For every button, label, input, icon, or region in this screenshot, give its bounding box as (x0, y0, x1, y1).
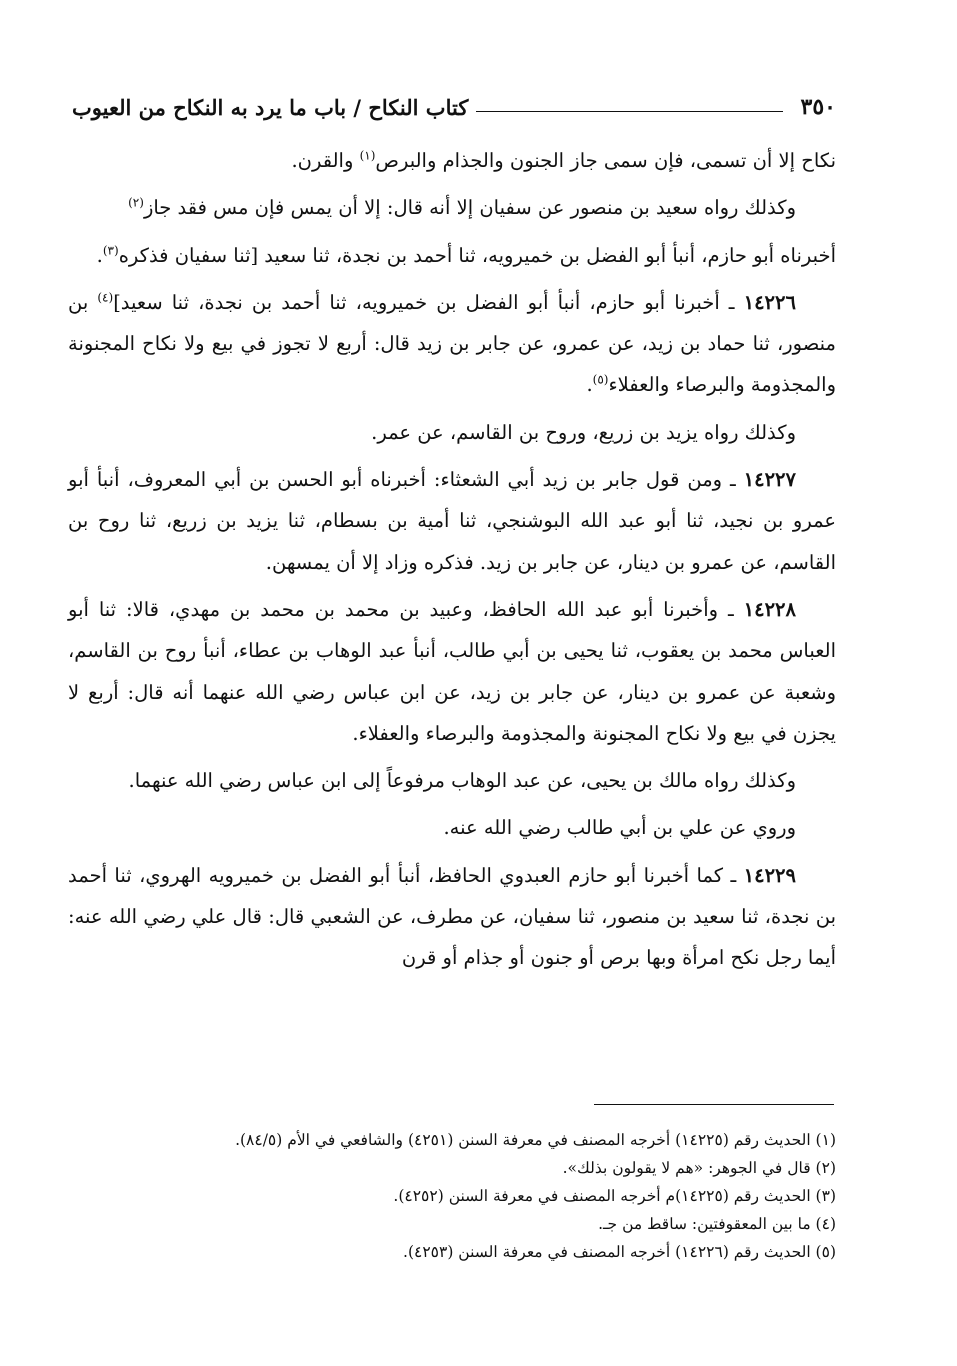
paragraph-9 (68, 807, 836, 848)
footnote-3: (٣) الحديث رقم (١٤٢٢٥)م أخرجه المصنف في معرفة السنن (٤٢٥٢). (393, 1187, 836, 1205)
footnote-separator (594, 1104, 834, 1105)
paragraph-text: بن منصور، ثنا حماد بن زيد، عن عمرو، عن جابر بن زيد قال: أربع لا تجوز في بيع ولا نكاح المجنونة والمجذومة والبرصاء والعفلاء (68, 290, 836, 397)
paragraph-text: نكاح إلا أن تسمى، فإن سمى جاز الجنون والجذام والبرص (375, 149, 836, 172)
footnotes (110, 1126, 836, 1266)
running-header (72, 84, 836, 120)
hadith-14227 (68, 459, 836, 583)
footnote-ref: (٢) (128, 195, 144, 210)
paragraph-text: وكذلك رواه مالك بن يحيى، عن عبد الوهاب مرفوعاً إلى ابن عباس رضي الله عنهما. (128, 769, 796, 793)
hadith-number: ١٤٢٢٨ (743, 597, 796, 621)
footnote-ref: (١) (359, 148, 376, 163)
paragraph-3 (68, 235, 836, 276)
hadith-number: ١٤٢٢٧ (743, 468, 796, 492)
footnote-5: (٥) الحديث رقم (١٤٢٢٦) أخرجه المصنف في معرفة السنن (٤٢٥٣). (403, 1243, 836, 1261)
paragraph-5 (68, 412, 836, 453)
footnote-4: (٤) ما بين المعقوفتين: ساقط من جـ. (598, 1215, 836, 1233)
paragraph-text: ـ أخبرنا أبو حازم، أنبأ أبو الفضل بن خميرويه، ثنا أحمد بن نجدة، ثنا سعيد] (113, 290, 744, 314)
paragraph-text: والقرن. (291, 149, 360, 172)
hadith-14228 (68, 589, 836, 754)
paragraph-text: . (586, 373, 593, 397)
paragraph-text: ـ كما أخبرنا أبو حازم العبدوي الحافظ، أنبأ أبو الفضل بن خميرويه الهروي، ثنا أحمد بن نجدة، ثنا سعيد بن منصور، ثنا سفيان، عن مطرف، عن الشعبي قال: قال علي رضي الله عنه: أيما رجل نكح امرأة وبها برص أو جنون أو جذام أو قرن (68, 863, 836, 970)
paragraph-text: وكذلك رواه يزيد بن زريع، وروح بن القاسم، عن عمر. (371, 420, 796, 444)
main-text (68, 140, 836, 985)
footnote-ref: (٤) (97, 290, 114, 305)
paragraph-text: ـ ومن قول جابر بن زيد أبي الشعثاء: أخبرناه أبو الحسن بن أبي المعروف، أنبأ أبو عمرو بن نجيد، ثنا أبو عبد الله البوشنجي، ثنا أمية بن بسطام، ثنا يزيد بن زريع، ثنا روح بن القاسم، عن عمرو بن دينار، عن جابر بن زيد. فذكره وزاد إلا أن يمسهن. (68, 468, 836, 574)
hadith-14229 (68, 855, 836, 979)
hadith-number: ١٤٢٢٦ (743, 290, 796, 314)
footnote-ref: (٥) (592, 372, 609, 387)
hadith-number: ١٤٢٢٩ (743, 863, 796, 887)
footnote-1: (١) الحديث رقم (١٤٢٢٥) أخرجه المصنف في معرفة السنن (٤٢٥١) والشافعي في الأم (٨٤/٥). (235, 1131, 836, 1149)
paragraph-text: . (96, 243, 103, 267)
paragraph-8 (68, 760, 836, 801)
paragraph-text: أخبرناه أبو حازم، أنبأ أبو الفضل بن خميرويه، ثنا أحمد بن نجدة، ثنا سعيد [ثنا سفيان فذكره (118, 243, 836, 267)
paragraph-text: وكذلك رواه سعيد بن منصور عن سفيان إلا أنه قال: إلا أن يمس فإن مس فقد جاز (143, 196, 796, 220)
page-number: ٣٥٠ (800, 94, 836, 120)
footnote-ref: (٣) (102, 243, 119, 258)
header-rule (476, 111, 782, 112)
hadith-14226 (68, 282, 836, 406)
paragraph-text: ـ وأخبرنا أبو عبد الله الحافظ، وعبيد بن محمد بن محمد بن مهدي، قالا: ثنا أبو العباس محمد بن يعقوب، ثنا يحيى بن أبي طالب، أنبأ عبد الوهاب بن عطاء، أنبأ روح بن القاسم، وشعبة عن عمرو بن دينار، عن جابر بن زيد، عن ابن عباس رضي الله عنهما أنه قال: أربع لا يجزن في بيع ولا نكاح المجنونة والمجذومة والبرصاء والعفلاء. (68, 597, 836, 745)
footnote-2: (٢) قال في الجوهر: «هم لا يقولون بذلك». (562, 1159, 836, 1177)
paragraph-text: وروي عن علي بن أبي طالب رضي الله عنه. (443, 816, 796, 840)
chapter-title: كتاب النكاح / باب ما يرد به النكاح من العيوب (72, 95, 469, 120)
paragraph-2 (68, 187, 836, 228)
paragraph-1 (68, 140, 836, 181)
